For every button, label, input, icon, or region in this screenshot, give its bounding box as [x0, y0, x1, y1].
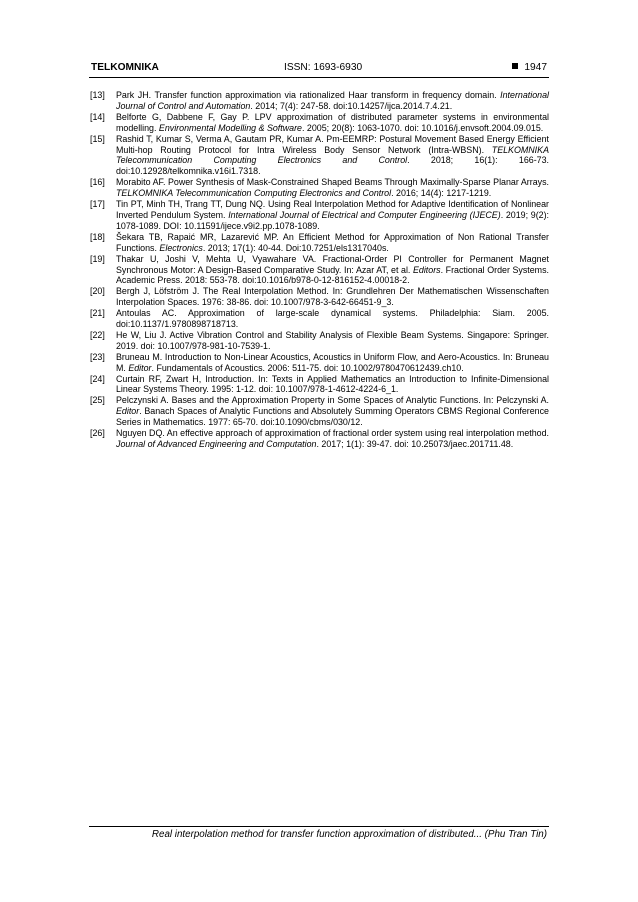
reference-number: [24]	[90, 373, 105, 384]
reference-text-segment: Bergh J, Löfström J. The Real Interpolation Method. In: Grundlehren Der Mathematischen Wissenschaften Interpolation Spaces. 1976: 38-86. doi: 10.1007/978-3-642-66451-9_3.	[116, 286, 549, 308]
reference-text	[116, 134, 549, 178]
reference-source-italic: Electronics	[159, 242, 203, 253]
reference-item	[89, 286, 549, 308]
reference-source-italic: Environmental Modelling & Software	[158, 122, 302, 133]
reference-text-segment: Park JH. Transfer function approximation via rationalized Haar transform in frequency domain.	[116, 90, 501, 100]
header-divider	[89, 77, 549, 78]
reference-text	[116, 374, 549, 396]
reference-source-italic: International Journal of Control and Automation	[116, 90, 549, 111]
reference-item	[89, 134, 549, 178]
reference-text-segment: Bruneau M. Introduction to Non-Linear Acoustics, Acoustics in Uniform Flow, and Aero-Acoustics. In: Bruneau M.	[116, 351, 549, 373]
reference-text	[116, 352, 549, 374]
reference-text-segment: Morabito AF. Power Synthesis of Mask-Constrained Shaped Beams Through Maximally-Sparse Planar Arrays.	[116, 177, 549, 188]
reference-number: [23]	[90, 351, 105, 362]
reference-number: [16]	[90, 177, 105, 188]
reference-text-segment: . 2014; 7(4): 247-58. doi:10.14257/ijca.2014.7.4.21.	[250, 100, 453, 111]
reference-text-segment: Nguyen DQ. An effective approach of approximation of fractional order system using real interpolation method.	[116, 428, 549, 439]
reference-number: [14]	[90, 111, 105, 122]
reference-text	[116, 177, 549, 199]
reference-number: [17]	[90, 199, 105, 210]
reference-item	[89, 232, 549, 254]
reference-item	[89, 374, 549, 396]
reference-text-segment: Antoulas AC. Approximation of large-scale dynamical systems. Philadelphia: Siam. 2005. doi:10.1137/1.9780898718713.	[116, 308, 549, 330]
reference-text	[116, 112, 549, 134]
reference-text	[116, 308, 549, 330]
reference-text-segment: Tin PT, Minh TH, Trang TT, Dung NQ. Using Real Interpolation Method for Adaptive Identification of Nonlinear Inverted Pendulum System.	[116, 199, 549, 220]
reference-number: [22]	[90, 329, 105, 340]
issn-label: ISSN: 1693-6930	[284, 62, 363, 73]
reference-item	[89, 308, 549, 330]
reference-text-segment: . 2019; 9(2): 1078-1089. DOI: 10.11591/ijece.v9i2.pp.1078-1089.	[116, 209, 550, 231]
footer-divider	[89, 826, 549, 827]
reference-item	[89, 199, 549, 232]
reference-text	[116, 254, 549, 287]
reference-item	[89, 330, 549, 352]
reference-source-italic: Journal of Advanced Engineering and Computation	[116, 439, 317, 449]
reference-text	[116, 395, 549, 428]
reference-number: [13]	[90, 90, 105, 100]
reference-text	[116, 286, 549, 308]
reference-text	[116, 330, 549, 352]
reference-item	[89, 254, 549, 287]
reference-text-segment: Šekara TB, Rapaić MR, Lazarević MP. An Efficient Method for Approximation of Non Rational Transfer Functions.	[116, 231, 549, 253]
reference-text	[116, 90, 549, 112]
reference-item	[89, 112, 549, 134]
page-number	[512, 61, 547, 75]
reference-text-segment: Pelczynski A. Bases and the Approximation Property in Some Spaces of Analytic Functions. In: Pelczynski A.	[116, 395, 549, 406]
reference-item	[89, 177, 549, 199]
reference-list	[89, 90, 549, 450]
journal-name: TELKOMNIKA	[91, 62, 159, 73]
reference-number: [19]	[90, 253, 105, 264]
reference-text	[116, 199, 549, 232]
reference-text	[116, 232, 549, 254]
reference-text-segment: . 2013; 17(1): 40-44. Doi:10.7251/els1317040s.	[202, 242, 389, 253]
reference-number: [26]	[90, 428, 105, 439]
running-footer: Real interpolation method for transfer function approximation of distributed... (Phu Tran Tin)	[151, 829, 547, 840]
reference-text-segment: . Fractional Order Systems. Academic Press. 2018: 553-78. doi:10.1016/b978-0-12-816152-4.00018-2.	[116, 264, 549, 286]
reference-text	[116, 428, 549, 450]
reference-text-segment: Thakar U, Joshi V, Mehta U, Vyawahare VA. Fractional-Order PI Controller for Permanent Magnet Synchronous Motor: A Design-Based Comparative Study. In: Azar AT, et al.	[116, 253, 549, 275]
reference-source-italic: Editor	[128, 362, 152, 373]
reference-source-italic: TELKOMNIKA Telecommunication Computing Electronics and Control	[116, 188, 392, 199]
reference-text-segment: . Fundamentals of Acoustics. 2006: 511-75. doi: 10.1002/9780470612439.ch10.	[151, 362, 464, 373]
reference-text-segment: Belforte G, Dabbene F, Gay P. LPV approximation of distributed parameter systems in environmental modelling.	[116, 111, 549, 133]
reference-number: [25]	[90, 395, 105, 406]
reference-item	[89, 395, 549, 428]
reference-text-segment: . Banach Spaces of Analytic Functions and Absolutely Summing Operators CBMS Regional Conference Series in Mathematics. 1977: 65-70. doi:10.1090/cbms/030/12.	[116, 406, 549, 428]
reference-source-italic: TELKOMNIKA Telecommunication Computing Electronics and Control	[116, 144, 549, 166]
reference-number: [15]	[90, 133, 105, 144]
reference-number: [20]	[90, 286, 105, 297]
reference-text-segment: He W, Liu J. Active Vibration Control and Stability Analysis of Flexible Beam Systems. Singapore: Springer. 2019. doi: 10.1007/978-981-10-7539-1.	[116, 329, 549, 351]
reference-text-segment: . 2018; 16(1): 166-73. doi:10.12928/telkomnika.v16i1.7318.	[116, 155, 549, 177]
page-number-value: 1947	[524, 62, 547, 73]
reference-source-italic: Editors	[412, 264, 441, 275]
reference-item	[89, 90, 549, 112]
reference-text-segment: Curtain RF, Zwart H, Introduction. In: Texts in Applied Mathematics an Introduction to Infinite-Dimensional Linear Systems Theory. 1995: 1-12. doi: 10.1007/978-1-4612-4224-6_1.	[116, 373, 549, 395]
reference-text-segment: . 2017; 1(1): 39-47. doi: 10.25073/jaec.201711.48.	[316, 439, 514, 449]
reference-number: [18]	[90, 231, 105, 242]
reference-source-italic: Editor	[116, 406, 140, 417]
reference-item	[89, 428, 549, 450]
square-bullet-icon	[512, 63, 518, 69]
reference-item	[89, 352, 549, 374]
page-header	[89, 61, 549, 75]
reference-text-segment: . 2005; 20(8): 1063-1070. doi: 10.1016/j.envsoft.2004.09.015.	[301, 122, 544, 133]
reference-source-italic: International Journal of Electrical and Computer Engineering (IJECE)	[228, 209, 501, 220]
reference-text-segment: Rashid T, Kumar S, Verma A, Gautam PR, Kumar A. Pm-EEMRP: Postural Movement Based Energy Efficient Multi-hop Routing Protocol for Intra Wireless Body Sensor Network (Intra-WBSN).	[116, 133, 549, 155]
reference-number: [21]	[90, 308, 105, 319]
reference-text-segment: . 2016; 14(4): 1217-1219.	[391, 188, 492, 199]
